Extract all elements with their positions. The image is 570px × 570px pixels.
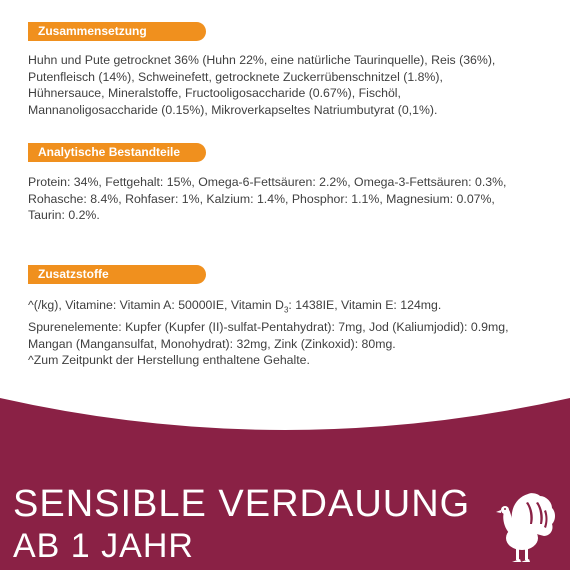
additives-line-part: ^(/kg), Vitamine: Vitamin A: 50000IE, Vitamin D (28, 298, 284, 312)
composition-line: Putenfleisch (14%), Schweinefett, getrocknete Zuckerrübenschnitzel (1.8%), (28, 69, 443, 84)
analytical-line: Taurin: 0.2%. (28, 208, 100, 223)
section-heading-analytische-bestandteile: Analytische Bestandteile (28, 143, 206, 162)
analytical-line: Rohasche: 8.4%, Rohfaser: 1%, Kalzium: 1.4%, Phosphor: 1.1%, Magnesium: 0.07%, (28, 191, 495, 206)
banner-title-line2: AB 1 JAHR (13, 527, 194, 565)
additives-line: Mangan (Mangansulfat, Monohydrat): 32mg, Zink (Zinkoxid): 80mg. (28, 336, 396, 351)
additives-line: ^Zum Zeitpunkt der Herstellung enthaltene Gehalte. (28, 353, 310, 368)
turkey-icon (488, 488, 558, 566)
banner-title-line1: SENSIBLE VERDAUUNG (13, 483, 471, 525)
analytical-line: Protein: 34%, Fettgehalt: 15%, Omega-6-Fettsäuren: 2.2%, Omega-3-Fettsäuren: 0.3%, (28, 175, 507, 189)
additives-subscript: 3 (283, 305, 289, 315)
composition-line: Mannanoligosaccharide (0.15%), Mikroverkapseltes Natriumbutyrat (0,1%). (28, 102, 438, 117)
composition-line: Huhn und Pute getrocknet 36% (Huhn 22%, eine natürliche Taurinquelle), Reis (36%), (28, 53, 496, 67)
composition-line: Hühnersauce, Mineralstoffe, Fructooligosaccharide (0.67%), Fischöl, (28, 86, 401, 101)
section-heading-zusammensetzung: Zusammensetzung (28, 22, 206, 41)
section-heading-zusatzstoffe: Zusatzstoffe (28, 265, 206, 284)
additives-line: Spurenelemente: Kupfer (Kupfer (II)-sulfat-Pentahydrat): 7mg, Jod (Kaliumjodid): 0.9mg, (28, 320, 509, 335)
additives-line-part: : 1438IE, Vitamin E: 124mg. (288, 298, 442, 312)
